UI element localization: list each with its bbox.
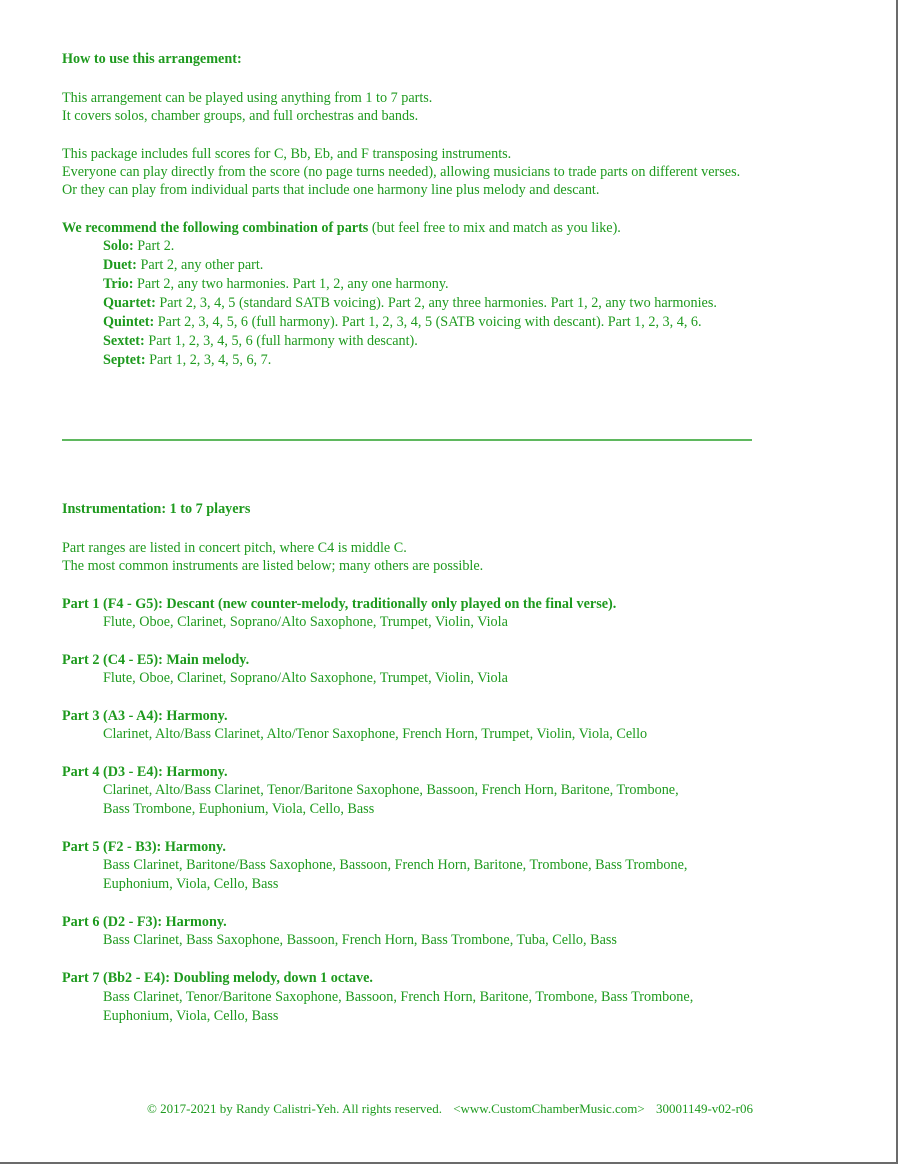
combo-label: Trio:: [103, 276, 134, 292]
combo-label: Duet:: [103, 257, 137, 273]
combo-text: Part 1, 2, 3, 4, 5, 6 (full harmony with descant).: [144, 333, 418, 349]
part-2-title: Part 2 (C4 - E5): Main melody.: [62, 652, 250, 668]
part-6-instruments: Bass Clarinet, Bass Saxophone, Bassoon, French Horn, Bass Trombone, Tuba, Cello, Bass: [103, 932, 617, 948]
part-7-instruments-line2: Euphonium, Viola, Cello, Bass: [103, 1008, 279, 1024]
combo-text: Part 1, 2, 3, 4, 5, 6, 7.: [145, 352, 272, 368]
instrumentation-intro-line2: The most common instruments are listed below; many others are possible.: [62, 558, 484, 574]
part-4-instruments-line1: Clarinet, Alto/Bass Clarinet, Tenor/Baritone Saxophone, Bassoon, French Horn, Baritone, Trombone,: [103, 782, 679, 798]
combo-text: Part 2, any other part.: [136, 257, 264, 273]
footer: [0, 1101, 900, 1117]
part-7-title: Part 7 (Bb2 - E4): Doubling melody, down 1 octave.: [62, 970, 373, 986]
howto-p2-line2: Everyone can play directly from the score (no page turns needed), allowing musicians to trade parts on different verses.: [62, 164, 741, 180]
recommend-bold: We recommend the following combination of parts: [62, 220, 369, 236]
howto-p1-line1: This arrangement can be played using anything from 1 to 7 parts.: [62, 90, 433, 106]
part-7-instruments-line1: Bass Clarinet, Tenor/Baritone Saxophone, Bassoon, French Horn, Baritone, Trombone, Bass Trombone,: [103, 989, 694, 1005]
part-2-instruments: Flute, Oboe, Clarinet, Soprano/Alto Saxophone, Trumpet, Violin, Viola: [103, 670, 508, 686]
combo-label: Sextet:: [103, 333, 145, 349]
part-4-instruments-line2: Bass Trombone, Euphonium, Viola, Cello, Bass: [103, 801, 375, 817]
combo-quartet: [103, 294, 717, 313]
part-6-title: Part 6 (D2 - F3): Harmony.: [62, 914, 227, 930]
instrumentation-intro-line1: Part ranges are listed in concert pitch, where C4 is middle C.: [62, 540, 407, 556]
combo-quintet: [103, 313, 702, 332]
part-3-title: Part 3 (A3 - A4): Harmony.: [62, 708, 228, 724]
part-5-title: Part 5 (F2 - B3): Harmony.: [62, 839, 226, 855]
footer-url: <www.CustomChamberMusic.com>: [453, 1101, 645, 1116]
instrumentation-heading: Instrumentation: 1 to 7 players: [62, 501, 251, 517]
combo-solo: [103, 237, 174, 256]
combo-text: Part 2, any two harmonies. Part 1, 2, any one harmony.: [133, 276, 449, 292]
combo-label: Quintet:: [103, 314, 155, 330]
recommend-rest: (but feel free to mix and match as you like).: [368, 220, 621, 236]
footer-code: 30001149-v02-r06: [655, 1101, 753, 1116]
combo-label: Quartet:: [103, 295, 156, 311]
combo-text: Part 2, 3, 4, 5, 6 (full harmony). Part 1, 2, 3, 4, 5 (SATB voicing with descant). Part 1, 2, 3, 4, 6.: [154, 314, 702, 330]
howto-p2-line3: Or they can play from individual parts that include one harmony line plus melody and descant.: [62, 182, 600, 198]
combo-text: Part 2.: [133, 238, 175, 254]
part-3-instruments: Clarinet, Alto/Bass Clarinet, Alto/Tenor Saxophone, French Horn, Trumpet, Violin, Viola, Cello: [103, 726, 648, 742]
part-1-title: Part 1 (F4 - G5): Descant (new counter-melody, traditionally only played on the final verse).: [62, 596, 617, 612]
combo-text: Part 2, 3, 4, 5 (standard SATB voicing). Part 2, any three harmonies. Part 1, 2, any two harmonies.: [155, 295, 717, 311]
part-5-instruments-line2: Euphonium, Viola, Cello, Bass: [103, 876, 279, 892]
howto-p2-line1: This package includes full scores for C, Bb, Eb, and F transposing instruments.: [62, 146, 512, 162]
combo-duet: [103, 256, 263, 275]
howto-p1-line2: It covers solos, chamber groups, and full orchestras and bands.: [62, 108, 419, 124]
combo-trio: [103, 275, 449, 294]
combo-label: Septet:: [103, 352, 146, 368]
combo-sextet: [103, 332, 418, 351]
part-1-instruments: Flute, Oboe, Clarinet, Soprano/Alto Saxophone, Trumpet, Violin, Viola: [103, 614, 508, 630]
howto-heading: How to use this arrangement:: [62, 51, 242, 67]
combo-label: Solo:: [103, 238, 134, 254]
recommend-line: [62, 219, 621, 238]
footer-copyright: © 2017-2021 by Randy Calistri-Yeh. All rights reserved.: [147, 1101, 442, 1116]
divider: [62, 439, 752, 441]
part-5-instruments-line1: Bass Clarinet, Baritone/Bass Saxophone, Bassoon, French Horn, Baritone, Trombone, Bass Trombone,: [103, 857, 688, 873]
part-4-title: Part 4 (D3 - E4): Harmony.: [62, 764, 228, 780]
combo-septet: [103, 351, 271, 370]
